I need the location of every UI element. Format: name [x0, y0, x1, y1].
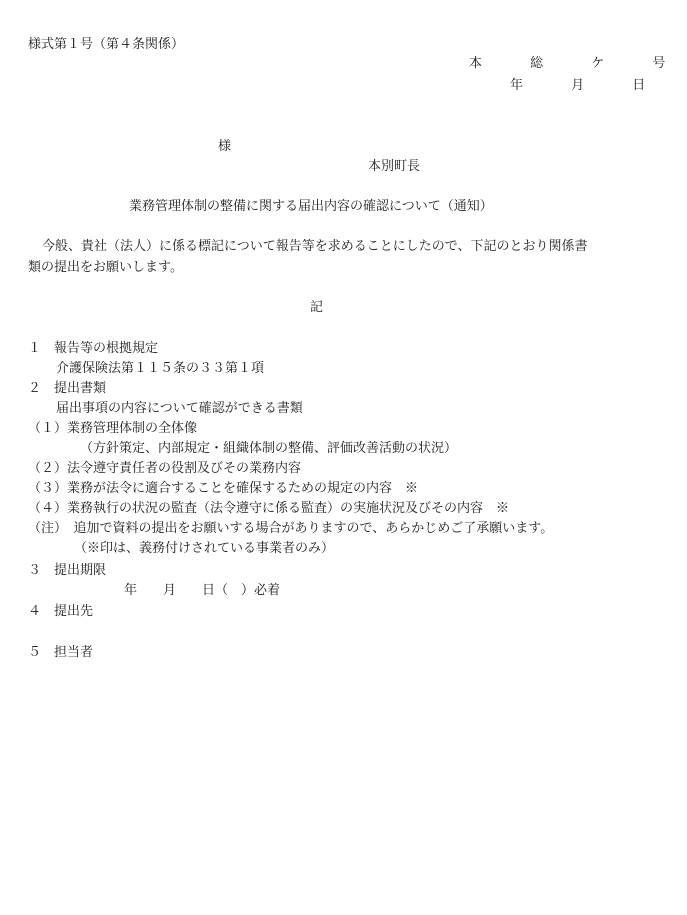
item-3-heading: ３ 提出期限: [28, 563, 107, 578]
item-1-heading: １ 報告等の根拠規定: [28, 341, 159, 356]
deadline: 年 月 日（ ）必着: [124, 583, 281, 598]
addressee-honorific: 様: [218, 139, 232, 154]
item-1-text: 介護保険法第１１５条の３３第１項: [56, 361, 265, 376]
item-4-heading: ４ 提出先: [28, 604, 94, 619]
document-number: 本 総 ケ 号: [469, 56, 687, 71]
document-title: 業務管理体制の整備に関する届出内容の確認について（通知）: [129, 199, 493, 214]
item-5-heading: ５ 担当者: [28, 645, 94, 660]
note: （注） 追加で資料の提出をお願いする場合がありますので、あらかじめご了承願います。: [28, 521, 554, 536]
sub-item-4: （４）業務執行の状況の監査（法令遵守に係る監査）の実施状況及びその内容 ※: [28, 501, 510, 516]
item-2-heading: ２ 提出書類: [28, 381, 107, 396]
sub-item-1-detail: （方針策定、内部規定・組織体制の整備、評価改善活動の状況）: [80, 441, 458, 456]
issue-date: 年 月 日: [510, 78, 668, 93]
body-line-1: 今般、貴社（法人）に係る標記について報告等を求めることにしたので、下記のとおり関係書: [42, 239, 588, 254]
form-number: 様式第１号（第４条関係）: [28, 37, 185, 52]
item-2-text: 届出事項の内容について確認ができる書類: [56, 401, 303, 416]
sub-item-2: （２）法令遵守責任者の役割及びその業務内容: [28, 461, 302, 476]
sender-name: 本別町長: [368, 159, 421, 174]
note-detail: （※印は、義務付けされている事業者のみ）: [74, 541, 335, 556]
sub-item-1: （１）業務管理体制の全体像: [28, 421, 198, 436]
body-line-2: 類の提出をお願いします。: [28, 260, 183, 275]
ki-heading: 記: [310, 300, 324, 315]
sub-item-3: （３）業務が法令に適合することを確保するための規定の内容 ※: [28, 481, 419, 496]
